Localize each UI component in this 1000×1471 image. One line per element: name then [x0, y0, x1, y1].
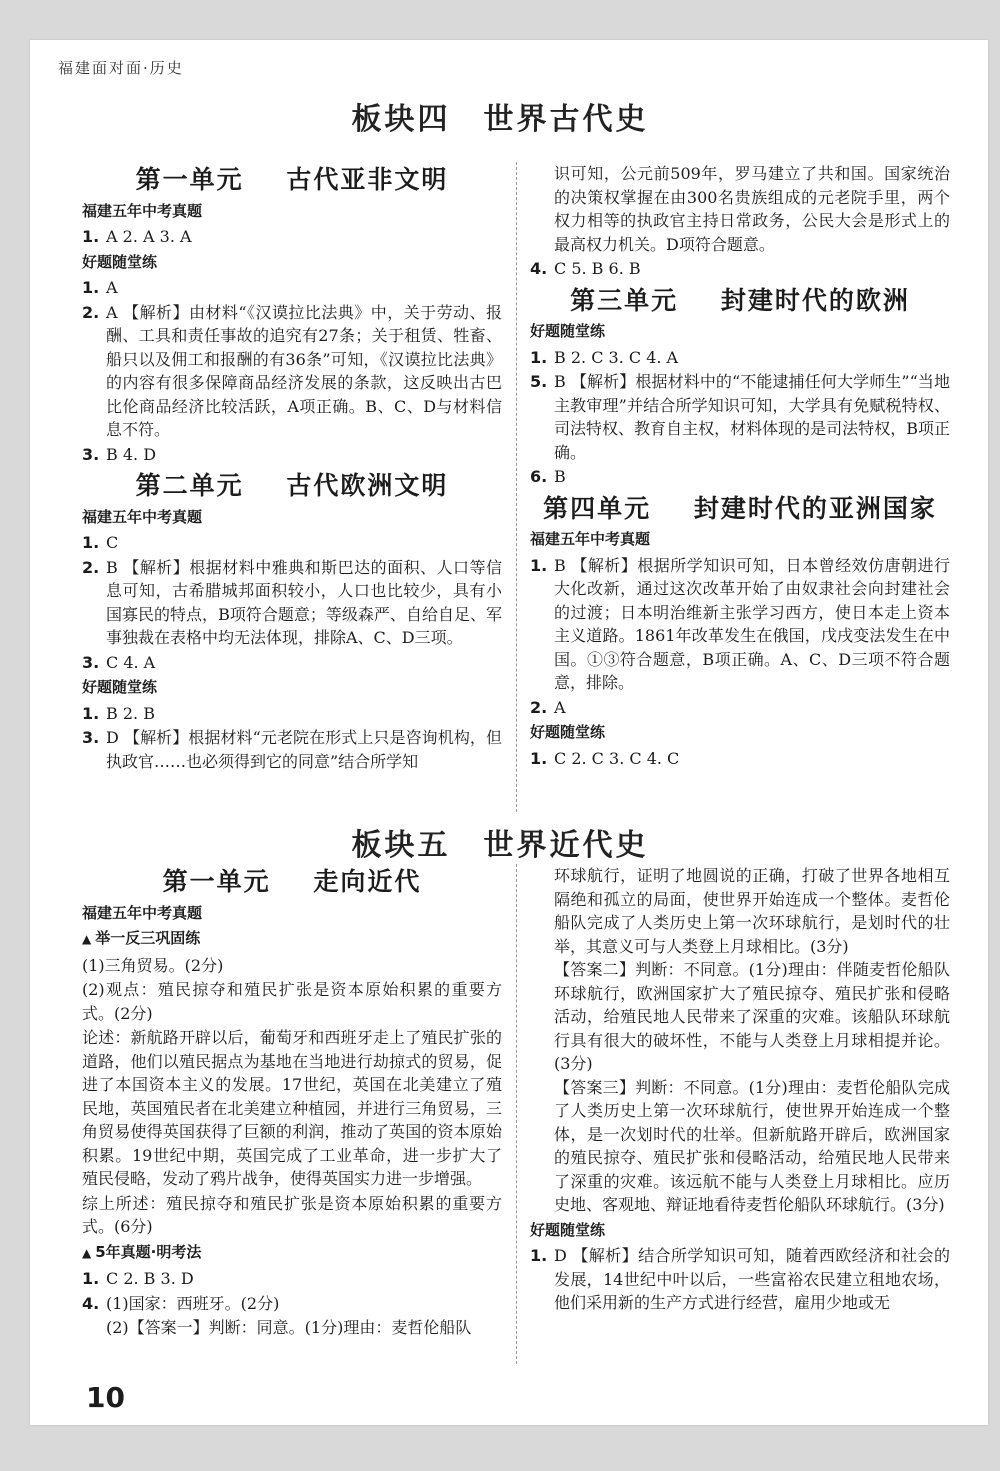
answer-item [82, 1267, 502, 1291]
answer-text: C 2. C 3. C 4. C [554, 748, 680, 768]
answer-number: 1. [530, 555, 548, 575]
answer-text: B 2. C 3. C 4. A [554, 347, 679, 367]
answer-number: 5. [530, 372, 548, 391]
answer-text: C [106, 533, 119, 552]
page-header: 福建面对面·历史 [58, 59, 184, 77]
section-label: 好题随堂练 [530, 322, 606, 340]
answer-number: 1. [82, 703, 100, 723]
unit-title: 第三单元 封建时代的欧洲 [570, 285, 910, 315]
answer-number: 2. [530, 697, 548, 717]
answer-number: 4. [82, 1293, 100, 1313]
answer-number: 3. [82, 444, 100, 464]
answer-item [530, 257, 950, 281]
answer-number: 3. [82, 728, 100, 747]
section-label: 好题随堂练 [530, 1220, 606, 1239]
answer-paragraph: (2)观点：殖民掠夺和殖民扩张是资本原始积累的重要方式。(2分) [82, 980, 502, 1023]
answer-number: 1. [82, 533, 100, 552]
section-label: 福建五年中考真题 [530, 530, 651, 548]
answer-paragraph: 综上所述：殖民掠夺和殖民扩张是资本原始积累的重要方式。(6分) [82, 1193, 502, 1236]
continued-text: 环球航行，证明了地圆说的正确，打破了世界各地相互隔绝和孤立的局面，使世界开始连成一个整体。麦哲伦船队完成了人类历史上第一次环球航行，是划时代的壮举，其意义可与人类登上月球相比。(3分) [554, 866, 950, 956]
section-title-block5: 板块五 世界近代史 [351, 828, 649, 863]
answer-number: 6. [530, 467, 548, 486]
unit-title: 第二单元 古代欧洲文明 [135, 471, 449, 500]
answer-item [82, 276, 502, 300]
answer-number: 1. [530, 347, 548, 367]
unit-title: 第四单元 封建时代的亚洲国家 [543, 493, 937, 523]
answer-number: 1. [530, 1246, 548, 1265]
section-title-block4: 板块四 世界古代史 [351, 102, 649, 137]
answer-text: D 【解析】结合所学知识可知，随着西欧经济和社会的发展，14世纪中叶以后，一些富裕农民建立租地农场，他们采用新的生产方式进行经营，雇用少地或无 [554, 1246, 950, 1312]
answer-number: 3. [82, 652, 100, 672]
answer-number: 1. [530, 748, 548, 768]
answer-item [530, 554, 950, 695]
answer-paragraph: 论述：新航路开辟以后，葡萄牙和西班牙走上了殖民扩张的道路，他们以殖民据点为基地在当地进行劫掠式的贸易，促进了本国资本主义的发展。17世纪，英国在北美建立了殖民地，英国殖民者在北美建立种植园，并进行三角贸易，三角贸易使得英国获得了巨额的利润，推动了英国的资本原始积累。19世纪中期，英国完成了工业革命，进一步扩大了殖民侵略，发动了鸦片战争，使得英国实力进一步增强。 [82, 1028, 502, 1188]
triangle-icon: ▲ [82, 932, 92, 946]
continued-text: 【答案三】判断：不同意。(1分)理由：麦哲伦船队完成了人类历史上第一次环球航行，使世界开始连成一个整体，是一次划时代的壮举。但新航路开辟后，欧洲国家的殖民掠夺、殖民扩张和侵略活动，给殖民地人民带来了深重的灾难。该远航不能与人类登上月球相比。应历史地、客观地、辩证地看待麦哲伦船队环球航行。(3分) [554, 1077, 950, 1214]
answer-item [82, 301, 502, 442]
answer-text: B [554, 467, 566, 486]
answer-number: 4. [530, 259, 548, 278]
answer-item [530, 747, 950, 771]
section-label: 好题随堂练 [82, 678, 158, 696]
answer-text: (1)国家：西班牙。(2分) [106, 1293, 280, 1313]
page-number: 10 [86, 1381, 125, 1414]
answer-item [82, 702, 502, 726]
continued-text: (2)【答案一】判断：同意。(1分)理由：麦哲伦船队 [106, 1318, 472, 1337]
answer-item [530, 1244, 950, 1315]
answer-text: A [106, 278, 118, 297]
answer-item [82, 531, 502, 555]
answer-text: A 2. A 3. A [106, 227, 192, 246]
answer-item [530, 346, 950, 370]
section-label: 福建五年中考真题 [82, 903, 203, 922]
section-label: 好题随堂练 [82, 252, 158, 271]
answer-item [82, 651, 502, 675]
section-label: 福建五年中考真题 [82, 201, 203, 220]
answer-number: 2. [82, 302, 100, 322]
column-divider [516, 162, 517, 812]
answer-text: B 4. D [106, 444, 157, 464]
answer-item [82, 556, 502, 650]
answer-text: A 【解析】由材料“《汉谟拉比法典》中，关于劳动、报酬、工具和责任事故的追究有27条；关于租赁、牲畜、船只以及佣工和报酬的有36条”可知，《汉谟拉比法典》的内容有很多保障商品经济发展的条款，这反映出古巴比伦商品经济比较活跃，A项正确。B、C、D与材料信息不符。 [106, 302, 502, 439]
unit-title: 第一单元 走向近代 [162, 867, 422, 896]
answer-item [82, 726, 502, 773]
block4-left-column [82, 160, 502, 774]
answer-text: D 【解析】根据材料“元老院在形式上只是咨询机构，但执政官……也必须得到它的同意”结合所学知 [106, 728, 502, 771]
answer-text: C 5. B 6. B [554, 259, 641, 278]
answer-item [530, 696, 950, 720]
sublabel-text: 5年真题·明考法 [95, 1242, 202, 1261]
answer-text: C 4. A [106, 652, 156, 672]
answer-text: B 【解析】根据所学知识可知，日本曾经效仿唐朝进行大化改新，通过这次改革开始了由奴隶社会向封建社会的过渡；日本明治维新主张学习西方，使日本走上资本主义道路。1861年改革发生在俄国，戊戌变法发生在中国。①③符合题意，B项正确。A、C、D三项不符合题意，排除。 [554, 555, 950, 692]
answer-text: C 2. B 3. D [106, 1269, 194, 1288]
answer-number: 1. [82, 227, 100, 246]
answer-item [530, 465, 950, 489]
answer-text: A [554, 697, 566, 717]
answer-text: B 2. B [106, 703, 155, 723]
continued-text: 【答案二】判断：不同意。(1分)理由：伴随麦哲伦船队环球航行，欧洲国家扩大了殖民掠夺、殖民扩张和侵略活动，给殖民地人民带来了深重的灾难。该船队环球航行具有很大的破坏性，不能与人类登上月球相提并论。(3分) [554, 960, 950, 1073]
answer-item [82, 443, 502, 467]
section-label: 福建五年中考真题 [82, 507, 203, 526]
answer-paragraph: (1)三角贸易。(2分) [82, 955, 224, 975]
continued-text: 识可知，公元前509年，罗马建立了共和国。国家统治的决策权掌握在由300名贵族组成的元老院手里，两个权力相等的执政官主持日常政务，公民大会是形式上的最高权力机关。D项符合题意。 [554, 164, 950, 254]
practice-sublabel [82, 927, 502, 952]
triangle-icon: ▲ [82, 1245, 92, 1260]
answer-item [530, 370, 950, 464]
block5-right-column [530, 864, 950, 1316]
block5-left-column [82, 862, 502, 1340]
practice-sublabel [82, 1241, 502, 1266]
answer-number: 2. [82, 557, 100, 577]
answer-text: B 【解析】根据材料中雅典和斯巴达的面积、人口等信息可知，古希腊城邦面积较小，人口也比较少，具有小国寡民的特点，B项符合题意；等级森严、自给自足、军事独裁在表格中均无法体现，排除A、C、D三项。 [106, 557, 502, 647]
answer-number: 1. [82, 278, 100, 297]
answer-item [82, 225, 502, 249]
sublabel-text: 举一反三巩固练 [95, 929, 201, 947]
answer-item [82, 1292, 502, 1316]
section-label: 好题随堂练 [530, 723, 606, 741]
answer-number: 1. [82, 1269, 100, 1288]
answer-text: B 【解析】根据材料中的“不能逮捕任何大学师生”“当地主教审理”并结合所学知识可知，大学具有免赋税特权、司法特权、教育自主权，材料体现的是司法特权，B项正确。 [554, 372, 950, 462]
unit-title: 第一单元 古代亚非文明 [135, 165, 449, 194]
column-divider [516, 864, 517, 1364]
block4-right-column [530, 162, 950, 771]
